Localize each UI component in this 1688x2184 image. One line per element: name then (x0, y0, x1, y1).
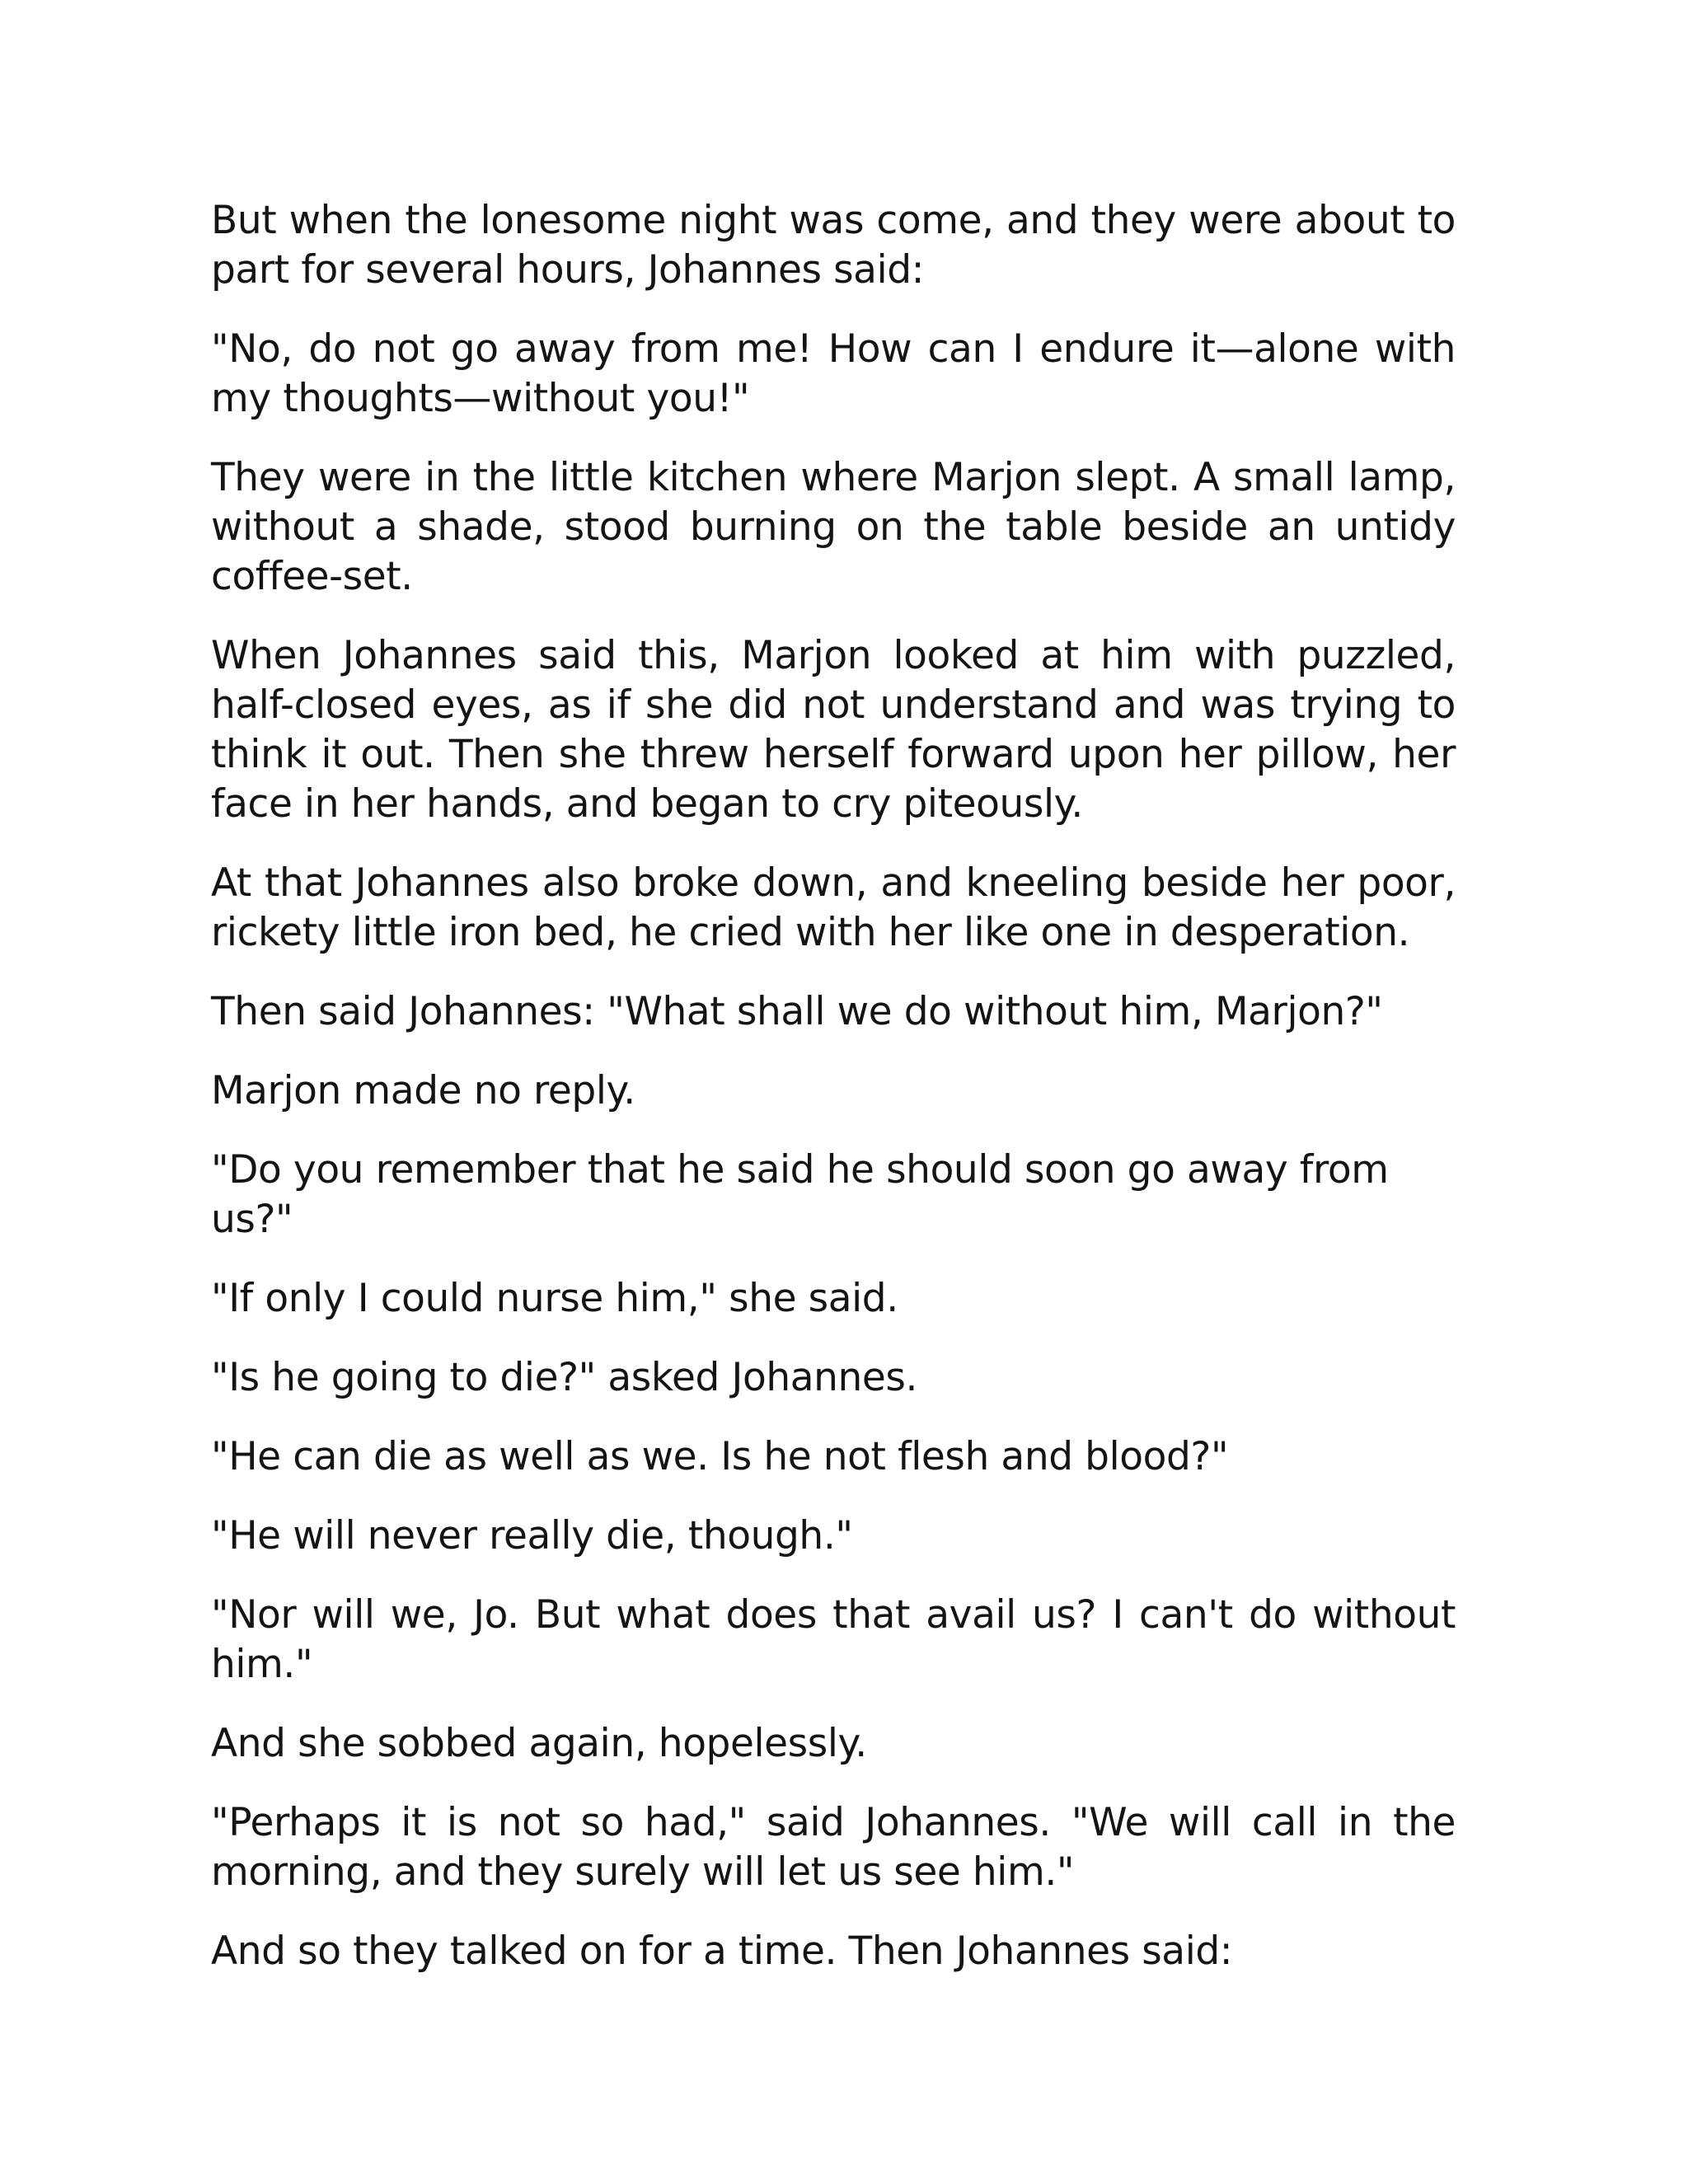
paragraph-7: Marjon made no reply. (211, 1068, 635, 1113)
paragraph-1: But when the lonesome night was come, and they were about to part for several hours, Johannes said: (211, 198, 1456, 293)
paragraph-6: Then said Johannes: "What shall we do without him, Marjon?" (211, 989, 1383, 1034)
paragraph-4: When Johannes said this, Marjon looked at him with puzzled, half-closed eyes, as if she did not understand and was trying to think it out. Then she threw herself forward upon her pillow, her face in her hands, and began to cry piteously. (211, 633, 1456, 827)
paragraph-15: "Perhaps it is not so had," said Johannes. "We will call in the morning, and they surely will let us see him." (211, 1800, 1456, 1895)
paragraph-8: "Do you remember that he said he should soon go away from us?" (211, 1147, 1389, 1242)
paragraph-12: "He will never really die, though." (211, 1513, 853, 1558)
paragraph-16: And so they talked on for a time. Then Johannes said: (211, 1929, 1233, 1974)
paragraph-14: And she sobbed again, hopelessly. (211, 1721, 867, 1766)
paragraph-5: At that Johannes also broke down, and kneeling beside her poor, rickety little iron bed, he cried with her like one in desperation. (211, 860, 1456, 955)
paragraph-11: "He can die as well as we. Is he not flesh and blood?" (211, 1434, 1229, 1479)
paragraph-9: "If only I could nurse him," she said. (211, 1276, 898, 1321)
document-page (211, 196, 1456, 2006)
paragraph-3: They were in the little kitchen where Marjon slept. A small lamp, without a shade, stood burning on the table beside an untidy coffee-set. (211, 455, 1456, 599)
paragraph-10: "Is he going to die?" asked Johannes. (211, 1355, 918, 1400)
paragraph-13: "Nor will we, Jo. But what does that avail us? I can't do without him." (211, 1592, 1456, 1687)
paragraph-2: "No, do not go away from me! How can I endure it—alone with my thoughts—without you!" (211, 326, 1456, 421)
